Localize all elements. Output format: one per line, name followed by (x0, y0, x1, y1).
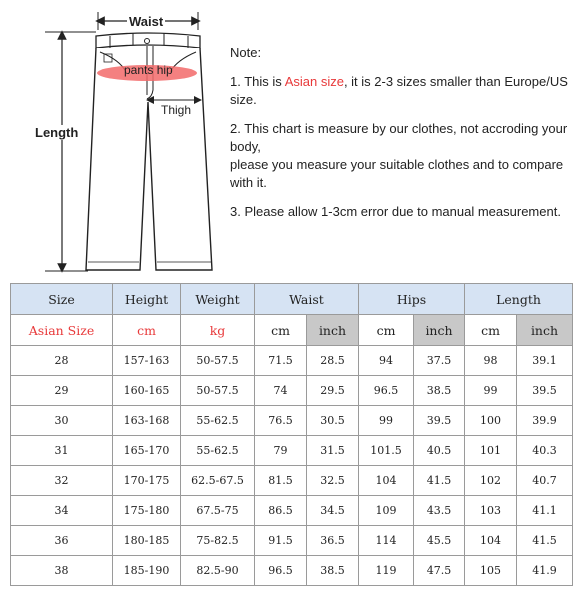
cell-length-inch: 39.5 (517, 376, 573, 406)
notes-section (230, 44, 575, 232)
cell-hips-inch: 41.5 (414, 466, 465, 496)
cell-hips-cm: 109 (359, 496, 414, 526)
cell-hips-inch: 45.5 (414, 526, 465, 556)
cell-length-inch: 41.9 (517, 556, 573, 586)
header-hips: Hips (359, 284, 465, 315)
cell-length-inch: 39.9 (517, 406, 573, 436)
note-1 (230, 73, 575, 109)
header-length: Length (465, 284, 573, 315)
cell-length-inch: 41.5 (517, 526, 573, 556)
cell-weight: 82.5-90 (181, 556, 255, 586)
cell-hips-cm: 99 (359, 406, 414, 436)
header-waist: Waist (255, 284, 359, 315)
note-2 (230, 120, 575, 192)
table-row (11, 466, 573, 496)
cell-waist-inch: 30.5 (307, 406, 359, 436)
cell-size: 38 (11, 556, 113, 586)
cell-waist-cm: 96.5 (255, 556, 307, 586)
subheader-length-cm: cm (465, 315, 517, 346)
header-height: Height (113, 284, 181, 315)
cell-weight: 55-62.5 (181, 406, 255, 436)
cell-waist-cm: 81.5 (255, 466, 307, 496)
cell-hips-cm: 94 (359, 346, 414, 376)
cell-hips-cm: 104 (359, 466, 414, 496)
cell-hips-inch: 43.5 (414, 496, 465, 526)
size-chart-table (10, 283, 573, 586)
table-row (11, 436, 573, 466)
cell-size: 36 (11, 526, 113, 556)
table-row (11, 376, 573, 406)
note-1-text-end: , it is 2-3 sizes smaller than Europe/US size. (230, 74, 568, 107)
pants-illustration (0, 0, 230, 285)
cell-length-cm: 99 (465, 376, 517, 406)
note-2-line-1: 2. This chart is measure by our clothes, not accroding your body, (230, 121, 568, 154)
cell-weight: 55-62.5 (181, 436, 255, 466)
table-row (11, 346, 573, 376)
subheader-weight-unit: kg (181, 315, 255, 346)
cell-hips-inch: 39.5 (414, 406, 465, 436)
table-row (11, 496, 573, 526)
note-1-text-start: 1. This is (230, 74, 285, 89)
cell-waist-inch: 29.5 (307, 376, 359, 406)
cell-waist-cm: 91.5 (255, 526, 307, 556)
cell-hips-inch: 38.5 (414, 376, 465, 406)
cell-length-cm: 102 (465, 466, 517, 496)
cell-size: 34 (11, 496, 113, 526)
cell-waist-inch: 28.5 (307, 346, 359, 376)
cell-waist-inch: 34.5 (307, 496, 359, 526)
cell-size: 30 (11, 406, 113, 436)
cell-height: 185-190 (113, 556, 181, 586)
cell-hips-cm: 96.5 (359, 376, 414, 406)
cell-hips-cm: 114 (359, 526, 414, 556)
cell-length-inch: 40.7 (517, 466, 573, 496)
table-row (11, 406, 573, 436)
table-row (11, 526, 573, 556)
cell-hips-cm: 101.5 (359, 436, 414, 466)
note-3: 3. Please allow 1-3cm error due to manual measurement. (230, 204, 561, 219)
table-unit-row (11, 315, 573, 346)
waist-measurement-label: Waist (129, 14, 164, 29)
length-measurement-label: Length (35, 125, 79, 140)
cell-height: 165-170 (113, 436, 181, 466)
cell-waist-cm: 71.5 (255, 346, 307, 376)
cell-length-inch: 40.3 (517, 436, 573, 466)
cell-hips-inch: 47.5 (414, 556, 465, 586)
cell-height: 180-185 (113, 526, 181, 556)
cell-size: 31 (11, 436, 113, 466)
table-header-row (11, 284, 573, 315)
cell-waist-inch: 38.5 (307, 556, 359, 586)
pants-diagram (0, 0, 230, 285)
cell-weight: 62.5-67.5 (181, 466, 255, 496)
subheader-hips-inch: inch (414, 315, 465, 346)
cell-waist-inch: 31.5 (307, 436, 359, 466)
cell-hips-cm: 119 (359, 556, 414, 586)
subheader-length-inch: inch (517, 315, 573, 346)
subheader-height-unit: cm (113, 315, 181, 346)
cell-height: 170-175 (113, 466, 181, 496)
subheader-hips-cm: cm (359, 315, 414, 346)
subheader-waist-inch: inch (307, 315, 359, 346)
notes-title: Note: (230, 45, 262, 60)
cell-length-cm: 103 (465, 496, 517, 526)
cell-size: 28 (11, 346, 113, 376)
cell-length-cm: 104 (465, 526, 517, 556)
cell-length-inch: 39.1 (517, 346, 573, 376)
cell-waist-inch: 32.5 (307, 466, 359, 496)
cell-length-cm: 105 (465, 556, 517, 586)
cell-height: 175-180 (113, 496, 181, 526)
cell-length-cm: 101 (465, 436, 517, 466)
subheader-waist-cm: cm (255, 315, 307, 346)
cell-waist-cm: 76.5 (255, 406, 307, 436)
cell-weight: 50-57.5 (181, 346, 255, 376)
cell-hips-inch: 40.5 (414, 436, 465, 466)
header-weight: Weight (181, 284, 255, 315)
cell-weight: 50-57.5 (181, 376, 255, 406)
thigh-measurement-label: Thigh (161, 103, 192, 117)
cell-height: 157-163 (113, 346, 181, 376)
note-2-line-2: please you measure your suitable clothes and to compare with it. (230, 157, 564, 190)
note-1-highlight: Asian size (284, 74, 344, 89)
header-size: Size (11, 284, 113, 315)
cell-length-cm: 100 (465, 406, 517, 436)
cell-waist-inch: 36.5 (307, 526, 359, 556)
cell-waist-cm: 86.5 (255, 496, 307, 526)
cell-weight: 75-82.5 (181, 526, 255, 556)
cell-height: 160-165 (113, 376, 181, 406)
cell-weight: 67.5-75 (181, 496, 255, 526)
cell-waist-cm: 74 (255, 376, 307, 406)
cell-waist-cm: 79 (255, 436, 307, 466)
table-row (11, 556, 573, 586)
hip-measurement-label: pants hip (124, 63, 173, 77)
cell-size: 32 (11, 466, 113, 496)
cell-height: 163-168 (113, 406, 181, 436)
cell-length-inch: 41.1 (517, 496, 573, 526)
cell-hips-inch: 37.5 (414, 346, 465, 376)
cell-length-cm: 98 (465, 346, 517, 376)
cell-size: 29 (11, 376, 113, 406)
subheader-asian-size: Asian Size (11, 315, 113, 346)
